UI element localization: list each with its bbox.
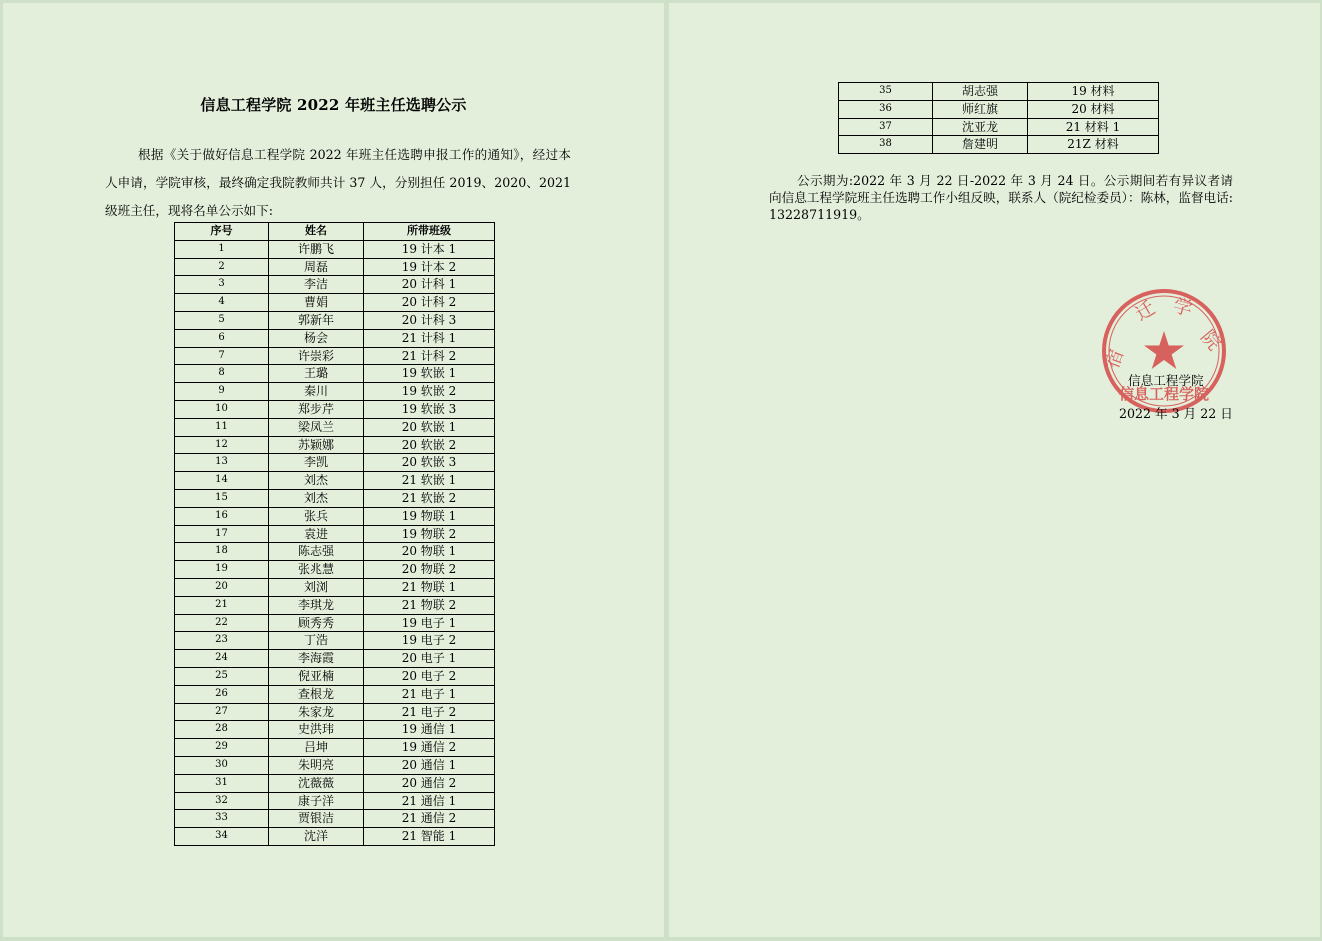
row-index: 33	[175, 810, 269, 828]
notice-paragraph: 公示期为:2022 年 3 月 22 日-2022 年 3 月 24 日。公示期间若有异议者请向信息工程学院班主任选聘工作小组反映，联系人（院纪检委员）：陈林，监督电话: 13228711919。	[769, 173, 1233, 222]
svg-text:宿: 宿	[1101, 346, 1129, 372]
row-index: 32	[175, 792, 269, 810]
table-row	[175, 294, 495, 312]
assigned-class: 19 软嵌 1	[364, 365, 495, 383]
teacher-name: 李凯	[269, 454, 364, 472]
table-row	[839, 118, 1159, 136]
row-index: 12	[175, 436, 269, 454]
table-row	[175, 472, 495, 490]
table-row	[175, 810, 495, 828]
row-index: 2	[175, 258, 269, 276]
assigned-class: 20 通信 2	[364, 774, 495, 792]
table-row	[175, 596, 495, 614]
document-page-2	[669, 3, 1320, 937]
teacher-name: 詹建明	[933, 136, 1028, 154]
row-index: 24	[175, 650, 269, 668]
assigned-class: 19 软嵌 3	[364, 400, 495, 418]
svg-text:信息工程学院: 信息工程学院	[1118, 385, 1210, 403]
table-row	[175, 525, 495, 543]
row-index: 7	[175, 347, 269, 365]
assigned-class: 19 通信 1	[364, 721, 495, 739]
teacher-name: 王璐	[269, 365, 364, 383]
table-row	[175, 739, 495, 757]
signature-organization: 信息工程学院	[1128, 373, 1204, 388]
assigned-class: 21 智能 1	[364, 828, 495, 846]
table-row	[839, 136, 1159, 154]
row-index: 29	[175, 739, 269, 757]
header-name: 姓名	[269, 223, 364, 241]
row-index: 28	[175, 721, 269, 739]
table-row	[175, 347, 495, 365]
table-header-row	[175, 223, 495, 241]
teacher-name: 周磊	[269, 258, 364, 276]
row-index: 18	[175, 543, 269, 561]
row-index: 14	[175, 472, 269, 490]
row-index: 37	[839, 118, 933, 136]
row-index: 13	[175, 454, 269, 472]
table-row	[175, 383, 495, 401]
table-row	[175, 703, 495, 721]
assigned-class: 21 电子 1	[364, 685, 495, 703]
row-index: 34	[175, 828, 269, 846]
teacher-name: 朱明亮	[269, 756, 364, 774]
teacher-name: 许鹏飞	[269, 240, 364, 258]
table-row	[175, 258, 495, 276]
row-index: 31	[175, 774, 269, 792]
table-row	[175, 329, 495, 347]
assigned-class: 21 材料 1	[1028, 118, 1159, 136]
table-row	[175, 365, 495, 383]
assigned-class: 21 软嵌 2	[364, 489, 495, 507]
assigned-class: 20 软嵌 2	[364, 436, 495, 454]
table-row	[175, 561, 495, 579]
assigned-class: 21 计科 1	[364, 329, 495, 347]
row-index: 30	[175, 756, 269, 774]
table-row	[175, 721, 495, 739]
assigned-class: 20 计科 1	[364, 276, 495, 294]
intro-paragraph: 根据《关于做好信息工程学院 2022 年班主任选聘申报工作的通知》，经过本人申请，学院审核，最终确定我院教师共计 37 人，分别担任 2019、2020、2021 级班主任，现将名单公示如下:	[105, 147, 571, 218]
teacher-name: 查根龙	[269, 685, 364, 703]
assigned-class: 20 通信 1	[364, 756, 495, 774]
teacher-name: 康子洋	[269, 792, 364, 810]
svg-text:院: 院	[1196, 326, 1226, 355]
table-row	[839, 83, 1159, 101]
roster-table-page-1	[174, 222, 495, 846]
table-row	[175, 614, 495, 632]
assigned-class: 20 物联 1	[364, 543, 495, 561]
row-index: 6	[175, 329, 269, 347]
row-index: 9	[175, 383, 269, 401]
teacher-name: 杨会	[269, 329, 364, 347]
teacher-name: 倪亚楠	[269, 667, 364, 685]
row-index: 16	[175, 507, 269, 525]
assigned-class: 19 电子 1	[364, 614, 495, 632]
table-row	[175, 436, 495, 454]
teacher-name: 沈薇薇	[269, 774, 364, 792]
table-row	[175, 650, 495, 668]
row-index: 36	[839, 100, 933, 118]
row-index: 20	[175, 578, 269, 596]
table-row	[175, 774, 495, 792]
teacher-name: 苏颖娜	[269, 436, 364, 454]
official-seal-stamp	[1100, 287, 1228, 415]
teacher-name: 秦川	[269, 383, 364, 401]
row-index: 10	[175, 400, 269, 418]
table-row	[175, 792, 495, 810]
assigned-class: 21 物联 2	[364, 596, 495, 614]
row-index: 3	[175, 276, 269, 294]
table-row	[175, 578, 495, 596]
assigned-class: 19 电子 2	[364, 632, 495, 650]
svg-text:迁: 迁	[1131, 296, 1159, 326]
teacher-name: 顾秀秀	[269, 614, 364, 632]
teacher-name: 沈亚龙	[933, 118, 1028, 136]
table-row	[175, 685, 495, 703]
assigned-class: 21 电子 2	[364, 703, 495, 721]
row-index: 1	[175, 240, 269, 258]
assigned-class: 20 电子 1	[364, 650, 495, 668]
row-index: 38	[839, 136, 933, 154]
assigned-class: 21 物联 1	[364, 578, 495, 596]
row-index: 27	[175, 703, 269, 721]
row-index: 26	[175, 685, 269, 703]
table-row	[175, 276, 495, 294]
roster-table-page-2	[838, 82, 1159, 154]
signature-date: 2022 年 3 月 22 日	[1119, 406, 1233, 421]
teacher-name: 刘杰	[269, 472, 364, 490]
row-index: 8	[175, 365, 269, 383]
row-index: 35	[839, 83, 933, 101]
assigned-class: 20 软嵌 1	[364, 418, 495, 436]
teacher-name: 刘杰	[269, 489, 364, 507]
table-row	[175, 489, 495, 507]
row-index: 11	[175, 418, 269, 436]
row-index: 21	[175, 596, 269, 614]
row-index: 15	[175, 489, 269, 507]
teacher-name: 沈洋	[269, 828, 364, 846]
header-class: 所带班级	[364, 223, 495, 241]
assigned-class: 20 物联 2	[364, 561, 495, 579]
teacher-name: 梁凤兰	[269, 418, 364, 436]
assigned-class: 21 通信 2	[364, 810, 495, 828]
table-row	[839, 100, 1159, 118]
teacher-name: 李洁	[269, 276, 364, 294]
table-row	[175, 828, 495, 846]
row-index: 22	[175, 614, 269, 632]
assigned-class: 19 计本 2	[364, 258, 495, 276]
teacher-name: 李海霞	[269, 650, 364, 668]
teacher-name: 李琪龙	[269, 596, 364, 614]
assigned-class: 20 材料	[1028, 100, 1159, 118]
svg-text:学: 学	[1170, 294, 1195, 321]
teacher-name: 贾银洁	[269, 810, 364, 828]
table-row	[175, 632, 495, 650]
row-index: 4	[175, 294, 269, 312]
teacher-name: 张兆慧	[269, 561, 364, 579]
assigned-class: 19 通信 2	[364, 739, 495, 757]
assigned-class: 19 物联 2	[364, 525, 495, 543]
assigned-class: 20 计科 3	[364, 311, 495, 329]
teacher-name: 郭新年	[269, 311, 364, 329]
teacher-name: 吕坤	[269, 739, 364, 757]
assigned-class: 20 计科 2	[364, 294, 495, 312]
document-page-1	[3, 3, 664, 937]
assigned-class: 19 软嵌 2	[364, 383, 495, 401]
table-row	[175, 543, 495, 561]
row-index: 25	[175, 667, 269, 685]
assigned-class: 21Z 材料	[1028, 136, 1159, 154]
row-index: 17	[175, 525, 269, 543]
teacher-name: 许崇彩	[269, 347, 364, 365]
table-row	[175, 667, 495, 685]
teacher-name: 胡志强	[933, 83, 1028, 101]
assigned-class: 20 电子 2	[364, 667, 495, 685]
assigned-class: 20 软嵌 3	[364, 454, 495, 472]
document-title: 信息工程学院 2022 年班主任选聘公示	[200, 96, 467, 114]
teacher-name: 陈志强	[269, 543, 364, 561]
teacher-name: 袁进	[269, 525, 364, 543]
assigned-class: 21 计科 2	[364, 347, 495, 365]
teacher-name: 郑步芹	[269, 400, 364, 418]
table-row	[175, 400, 495, 418]
teacher-name: 朱家龙	[269, 703, 364, 721]
assigned-class: 21 软嵌 1	[364, 472, 495, 490]
table-row	[175, 311, 495, 329]
row-index: 19	[175, 561, 269, 579]
teacher-name: 丁浩	[269, 632, 364, 650]
table-row	[175, 418, 495, 436]
teacher-name: 曹娟	[269, 294, 364, 312]
assigned-class: 19 物联 1	[364, 507, 495, 525]
teacher-name: 史洪玮	[269, 721, 364, 739]
teacher-name: 张兵	[269, 507, 364, 525]
table-row	[175, 454, 495, 472]
table-row	[175, 240, 495, 258]
assigned-class: 19 计本 1	[364, 240, 495, 258]
row-index: 5	[175, 311, 269, 329]
teacher-name: 刘浏	[269, 578, 364, 596]
table-row	[175, 507, 495, 525]
teacher-name: 师红旗	[933, 100, 1028, 118]
assigned-class: 21 通信 1	[364, 792, 495, 810]
table-row	[175, 756, 495, 774]
row-index: 23	[175, 632, 269, 650]
assigned-class: 19 材料	[1028, 83, 1159, 101]
header-index: 序号	[175, 223, 269, 241]
